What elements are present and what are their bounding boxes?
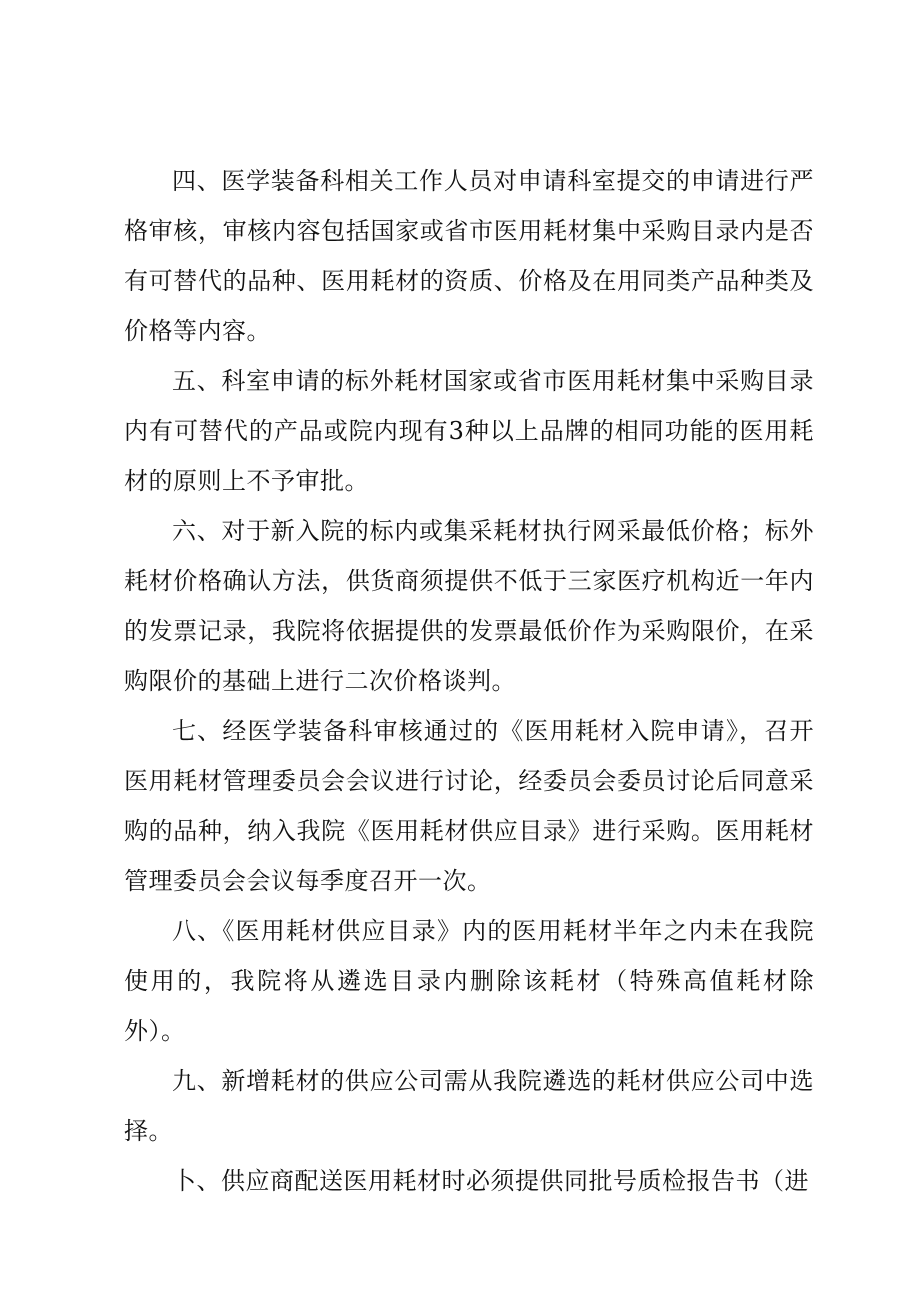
paragraph-7: 七、经医学装备科审核通过的《医用耗材入院申请》，召开医用耗材管理委员会会议进行讨论，经委员会委员讨论后同意采购的品种，纳入我院《医用耗材供应目录》进行采购。医用耗材管理委员会会议每季度召开一次。 [124, 717, 814, 895]
paragraph-9: 九、新增耗材的供应公司需从我院遴选的耗材供应公司中选择。 [124, 1067, 814, 1145]
document-body [124, 156, 814, 1206]
paragraph-8: 八、《医用耗材供应目录》内的医用耗材半年之内未在我院使用的，我院将从遴选目录内删除该耗材（特殊高值耗材除外）。 [124, 917, 814, 1045]
paragraph-6: 六、对于新入院的标内或集采耗材执行网采最低价格；标外耗材价格确认方法，供货商须提供不低于三家医疗机构近一年内的发票记录，我院将依据提供的发票最低价作为采购限价，在采购限价的基础上进行二次价格谈判。 [124, 517, 814, 695]
paragraph-10: 卜、供应商配送医用耗材时必须提供同批号质检报告书（进 [172, 1167, 809, 1195]
paragraph-4: 四、医学装备科相关工作人员对申请科室提交的申请进行严格审核，审核内容包括国家或省市医用耗材集中采购目录内是否有可替代的品种、医用耗材的资质、价格及在用同类产品种类及价格等内容。 [124, 167, 814, 345]
paragraph-5: 五、科室申请的标外耗材国家或省市医用耗材集中采购目录内有可替代的产品或院内现有3种以上品牌的相同功能的医用耗材的原则上不予审批。 [124, 367, 814, 495]
